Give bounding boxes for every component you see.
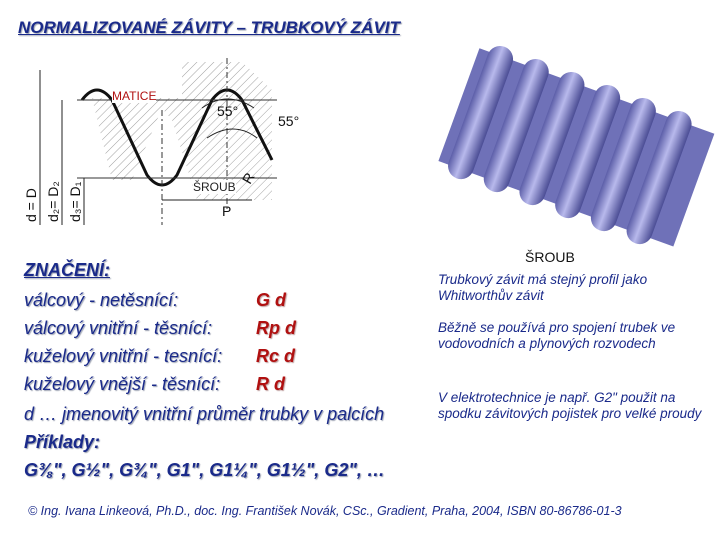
dim-d2-label: d₂= D₂ (45, 181, 61, 222)
diameter-note: d … jmenovitý vnitřní průměr trubky v palcích (24, 404, 385, 424)
marking-row-label: válcový - netěsnící: (24, 290, 179, 310)
marking-row-label: kuželový vnitřní - tesnící: (24, 346, 223, 366)
copyright-footer: © Ing. Ivana Linkeová, Ph.D., doc. Ing. František Novák, CSc., Gradient, Praha, 2004, ISBN 80-86786-01-3 (28, 504, 622, 518)
page-title: NORMALIZOVANÉ ZÁVITY – TRUBKOVÝ ZÁVIT (18, 18, 400, 37)
marking-heading: ZNAČENÍ: (24, 260, 110, 280)
dim-d3-label: d₃= D₁ (67, 181, 83, 222)
threaded-pipe-illustration (432, 44, 702, 244)
info-profile: Trubkový závit má stejný profil jako Whitworthův závit (438, 272, 648, 303)
marking-row-code: Rp d (256, 318, 296, 338)
info-usage: Běžně se používá pro spojení trubek ve vodovodních a plynových rozvodech (438, 320, 676, 351)
dim-d-label: d = D (23, 188, 39, 222)
marking-row-code: G d (256, 290, 286, 310)
marking-row-label: válcový vnitřní - těsnící: (24, 318, 213, 338)
examples-heading: Příklady: (24, 432, 101, 452)
angle-label-2: 55° (278, 113, 300, 129)
marking-row-label: kuželový vnější - těsnící: (24, 374, 221, 394)
thread-profile-diagram (22, 50, 300, 230)
marking-row-code: R d (256, 374, 285, 394)
pitch-label: P (222, 203, 232, 219)
screw-heading: ŠROUB (525, 249, 575, 265)
examples-list: G⅜", G½", G¾", G1", G1¼", G1½", G2", … (24, 460, 385, 480)
nut-label: MATICE (112, 89, 157, 103)
info-electrotechnics: V elektrotechnice je např. G2" použit na spodku závitových pojistek pro velké proudy (438, 390, 702, 421)
marking-row-code: Rc d (256, 346, 296, 366)
radius-label: R (238, 169, 258, 187)
angle-label-1: 55° (217, 103, 239, 119)
screw-label: ŠROUB (193, 180, 236, 194)
